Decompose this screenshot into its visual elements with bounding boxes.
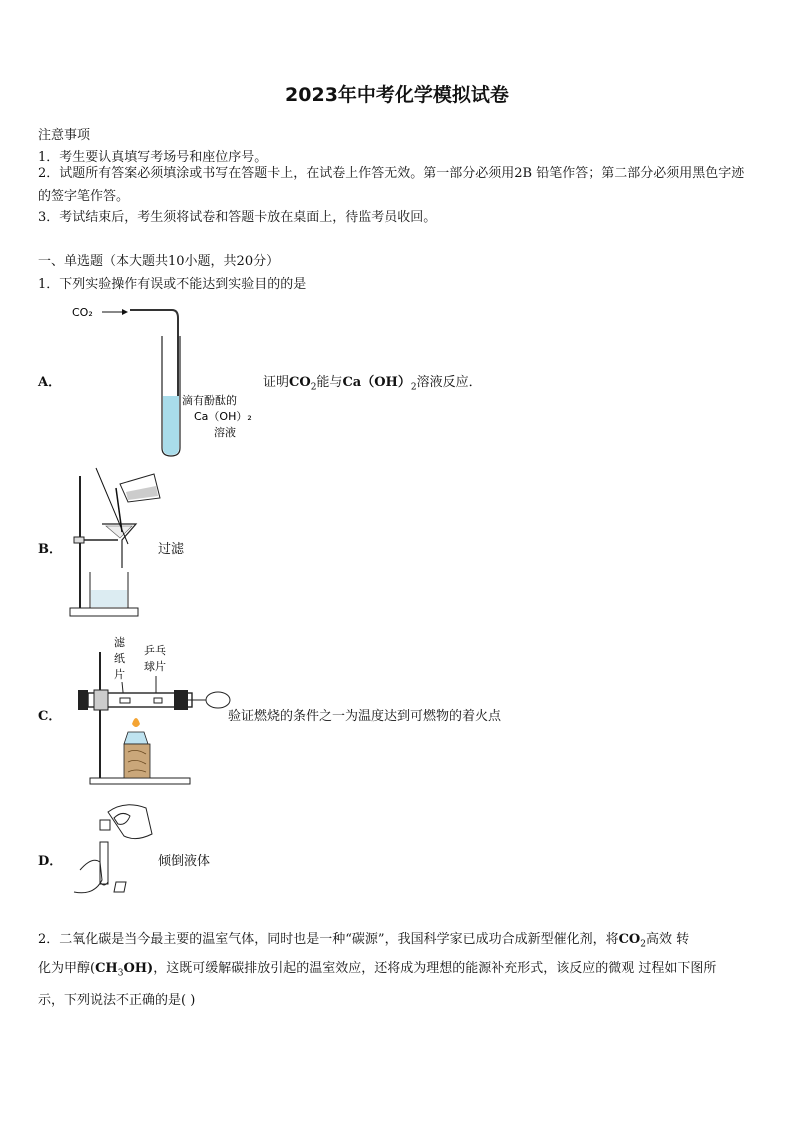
- question-2-line-1: 2．二氧化碳是当今最主要的温室气体，同时也是一种“碳源”，我国科学家已成功合成新型催化剂，将$CO_2$高效 转: [38, 932, 690, 950]
- question-1-stem: 1．下列实验操作有误或不能达到实验目的的是: [38, 277, 307, 292]
- option-d-label: D．: [38, 854, 63, 869]
- option-a-label: A．: [38, 375, 62, 390]
- notice-heading: 注意事项: [38, 128, 91, 143]
- notice-item-2: 2．试题所有答案必须填涂或书写在答题卡上，在试卷上作答无效。第一部分必须用2B 铅笔作答；第二部分必须用黑色字迹的签字笔作答。: [38, 166, 745, 204]
- option-d-text: 倾倒液体: [158, 854, 211, 869]
- notice-item-3: 3．考试结束后，考生须将试卷和答题卡放在桌面上，待监考员收回。: [38, 210, 437, 225]
- option-b-text: 过滤: [158, 542, 185, 557]
- option-a-figure: [70, 300, 270, 460]
- question-2-line-3: 示，下列说法不正确的是( ): [38, 993, 196, 1008]
- fig-c-filter-2: 纸: [114, 652, 125, 665]
- option-b-label: B．: [38, 542, 62, 557]
- fig-a-label-2: Ca（OH）₂: [194, 410, 252, 423]
- notice-item-1: 1．考生要认真填写考场号和座位序号。: [38, 150, 268, 165]
- fig-a-co2-label: CO₂: [72, 306, 93, 319]
- option-a-text: 证明$CO_2$能与$Ca(OH)_2$溶液反应．: [263, 375, 482, 393]
- option-d-figure: [66, 796, 166, 906]
- option-b-figure: [66, 468, 166, 623]
- option-c-label: C．: [38, 709, 62, 724]
- section-heading: 一、单选题（本大题共10小题，共20分）: [38, 254, 280, 269]
- fig-c-pingpong-2: 球片: [144, 660, 166, 673]
- fig-c-filter-1: 滤: [114, 636, 125, 649]
- option-c-figure: [70, 632, 230, 787]
- fig-a-label-1: 滴有酚酞的: [182, 394, 237, 407]
- fig-a-label-3: 溶液: [214, 426, 236, 439]
- page-title: 2023年中考化学模拟试卷: [285, 84, 509, 106]
- fig-c-pingpong-1: 乒乓: [144, 644, 166, 657]
- fig-c-filter-3: 片: [114, 668, 125, 681]
- question-2-line-2: 化为甲醇$(CH_3OH)$，这既可缓解碳排放引起的温室效应，还将成为理想的能源补充形式，该反应的微观 过程如下图所: [38, 961, 717, 979]
- option-c-text: 验证燃烧的条件之一为温度达到可燃物的着火点: [228, 709, 502, 724]
